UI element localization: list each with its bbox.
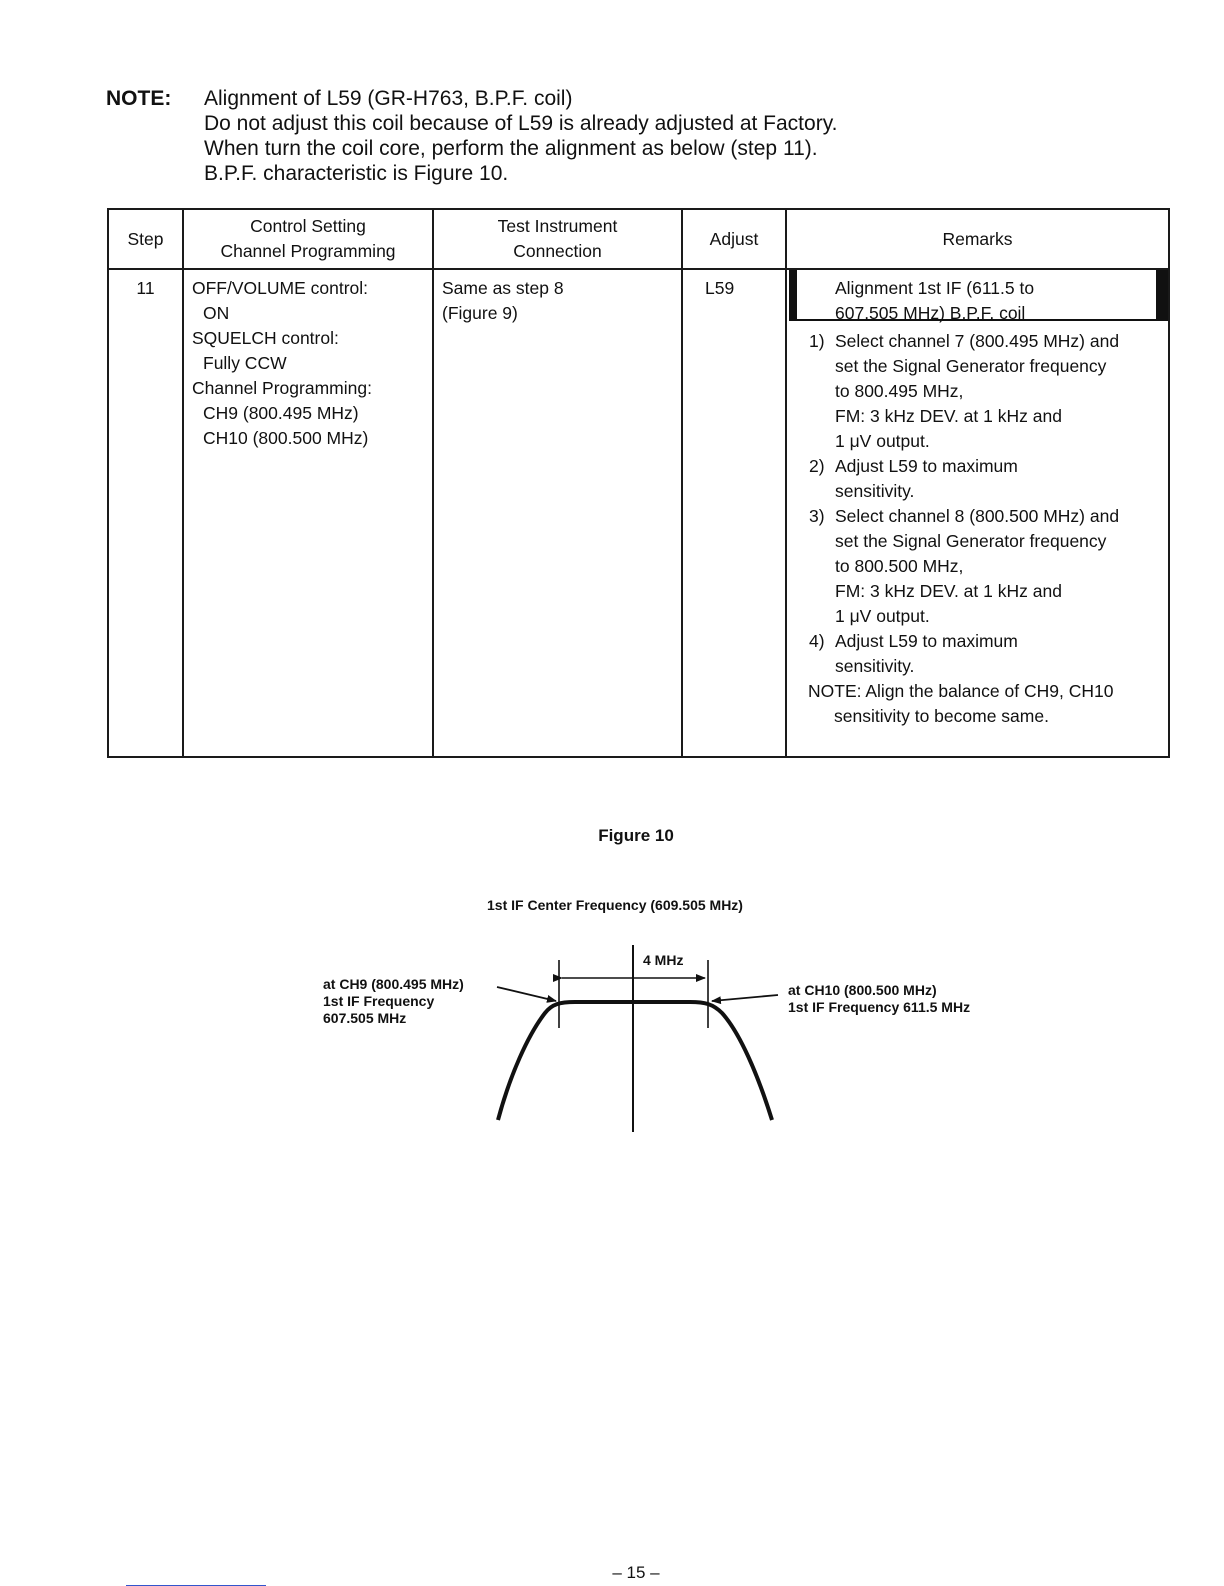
remarks-note-line: NOTE: Align the balance of CH9, CH10: [808, 681, 1114, 701]
bpf-response-curve: [498, 1002, 772, 1120]
remarks-item-number: 1): [809, 331, 825, 351]
control-line: CH9 (800.495 MHz): [203, 403, 359, 423]
remarks-item-number: 3): [809, 506, 825, 526]
remarks-heading-line: Alignment 1st IF (611.5 to: [835, 278, 1035, 298]
remarks-line: Select channel 8 (800.500 MHz) and: [835, 506, 1120, 526]
remarks-heading-line: 607.505 MHz) B.P.F. coil: [835, 303, 1026, 323]
control-line: CH10 (800.500 MHz): [203, 428, 369, 448]
cell-step: 11: [108, 269, 183, 757]
note-label: NOTE:: [106, 87, 172, 110]
remarks-line: FM: 3 kHz DEV. at 1 kHz and: [835, 581, 1062, 601]
ch10-pointer-arrow: [712, 995, 778, 1001]
remarks-line: FM: 3 kHz DEV. at 1 kHz and: [835, 406, 1062, 426]
center-frequency-label: 1st IF Center Frequency (609.505 MHz): [487, 897, 743, 913]
ch10-label-line: at CH10 (800.500 MHz): [788, 982, 937, 998]
header-remarks: Remarks: [786, 209, 1169, 269]
remarks-line: 1 μV output.: [835, 606, 930, 626]
header-test-line: Test Instrument: [497, 216, 618, 236]
control-line: ON: [203, 303, 230, 323]
note-line: Alignment of L59 (GR-H763, B.P.F. coil): [204, 87, 573, 110]
ch9-pointer-arrow: [497, 987, 556, 1001]
remarks-line: Adjust L59 to maximum: [835, 631, 1018, 651]
remarks-line: 1 μV output.: [835, 431, 930, 451]
note-line: B.P.F. characteristic is Figure 10.: [204, 162, 509, 185]
ch9-label-line: 1st IF Frequency: [323, 993, 435, 1009]
remarks-line: set the Signal Generator frequency: [835, 356, 1107, 376]
header-test-line: Connection: [513, 241, 602, 261]
remarks-note-line: sensitivity to become same.: [834, 706, 1049, 726]
header-control-line: Channel Programming: [220, 241, 396, 261]
ch9-label-line: 607.505 MHz: [323, 1010, 407, 1026]
remarks-line: set the Signal Generator frequency: [835, 531, 1107, 551]
control-line: SQUELCH control:: [192, 328, 339, 348]
test-line: (Figure 9): [442, 303, 518, 323]
control-line: Channel Programming:: [192, 378, 372, 398]
header-step: Step: [108, 209, 183, 269]
remarks-line: to 800.495 MHz,: [835, 381, 964, 401]
header-control-line: Control Setting: [250, 216, 366, 236]
test-line: Same as step 8: [442, 278, 564, 298]
bandwidth-label: 4 MHz: [643, 952, 684, 968]
header-adjust: Adjust: [682, 209, 786, 269]
remarks-line: Adjust L59 to maximum: [835, 456, 1018, 476]
cell-adjust: L59: [682, 269, 786, 757]
remarks-line: Select channel 7 (800.495 MHz) and: [835, 331, 1120, 351]
note-line: Do not adjust this coil because of L59 is already adjusted at Factory.: [204, 112, 838, 135]
remarks-item-number: 2): [809, 456, 825, 476]
ch9-label-line: at CH9 (800.495 MHz): [323, 976, 464, 992]
control-line: Fully CCW: [203, 353, 287, 373]
ch10-label-line: 1st IF Frequency 611.5 MHz: [788, 999, 971, 1015]
note-line: When turn the coil core, perform the alignment as below (step 11).: [204, 137, 818, 160]
remarks-line: sensitivity.: [835, 481, 915, 501]
remarks-line: to 800.500 MHz,: [835, 556, 964, 576]
remarks-item-number: 4): [809, 631, 825, 651]
page-number: – 15 –: [612, 1563, 660, 1582]
figure-title: Figure 10: [598, 826, 674, 845]
control-line: OFF/VOLUME control:: [192, 278, 369, 298]
remarks-line: sensitivity.: [835, 656, 915, 676]
